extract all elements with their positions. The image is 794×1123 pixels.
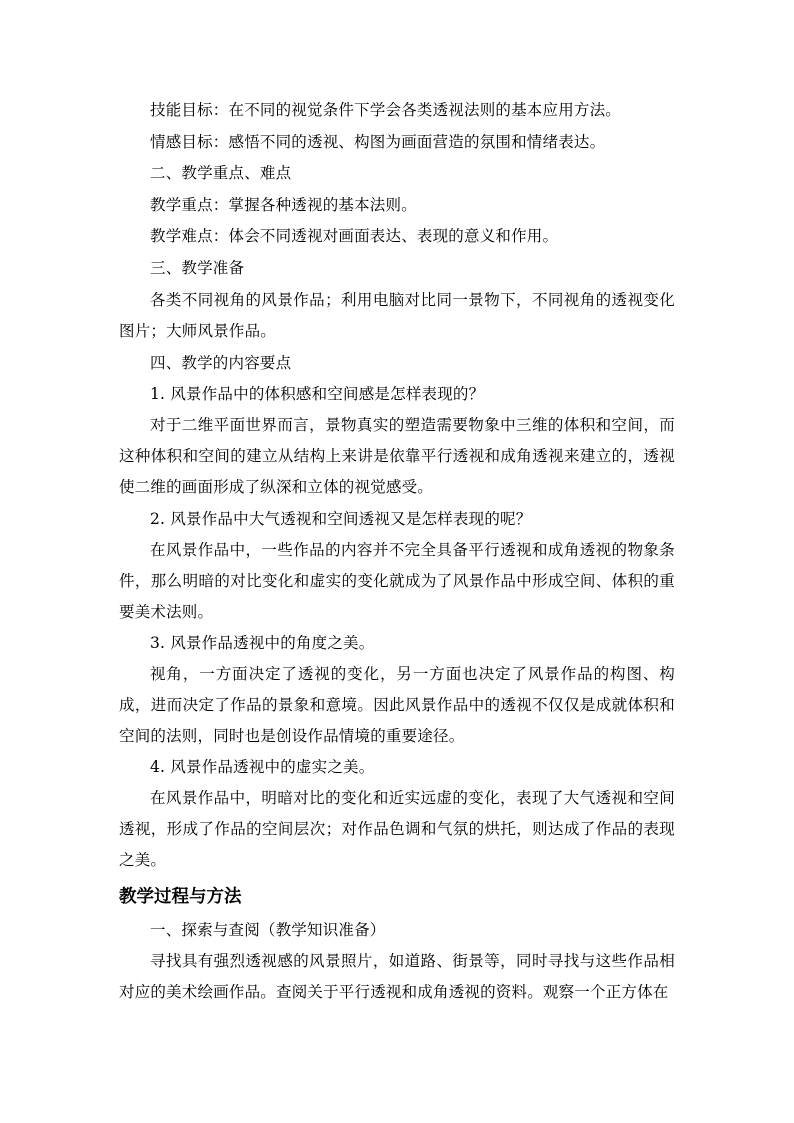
question-4: 4. 风景作品透视中的虚实之美。 [150, 758, 375, 776]
explore-heading: 一、探索与查阅（教学知识准备） [150, 921, 386, 939]
answer-2: 在风景作品中，一些作品的内容并不完全具备平行透视和成角透视的物象条件，那么明暗的对比变化和虚实的变化就成为了风景作品中形成空间、体积的重要美术法则。 [119, 541, 675, 621]
answer-4: 在风景作品中，明暗对比的变化和近实远虚的变化，表现了大气透视和空间透视，形成了作品的空间层次；对作品色调和气氛的烘托，则达成了作品的表现之美。 [119, 789, 675, 869]
section-heading: 教学过程与方法 [119, 887, 242, 907]
key-point: 教学重点：掌握各种透视的基本法则。 [150, 196, 417, 214]
answer-1: 对于二维平面世界而言，景物真实的塑造需要物象中三维的体积和空间，而这种体积和空间的建立从结构上来讲是依靠平行透视和成角透视来建立的，透视使二维的画面形成了纵深和立体的视觉感受。 [119, 416, 675, 496]
question-2: 2. 风景作品中大气透视和空间透视又是怎样表现的呢？ [150, 510, 532, 528]
heading-content-points: 四、教学的内容要点 [150, 354, 292, 372]
answer-3: 视角，一方面决定了透视的变化，另一方面也决定了风景作品的构图、构成，进而决定了作品的景象和意境。因此风景作品中的透视不仅仅是成就体积和空间的法则，同时也是创设作品情境的重要途径。 [119, 665, 675, 745]
preparation-text: 各类不同视角的风景作品；利用电脑对比同一景物下，不同视角的透视变化图片；大师风景作品。 [119, 291, 675, 340]
skill-objective: 技能目标：在不同的视觉条件下学会各类透视法则的基本应用方法。 [150, 101, 622, 119]
emotion-objective: 情感目标：感悟不同的透视、构图为画面营造的氛围和情绪表达。 [150, 133, 606, 151]
explore-text: 寻找具有强烈透视感的风景照片，如道路、街景等，同时寻找与这些作品相对应的美术绘画作品。查阅关于平行透视和成角透视的资料。观察一个正方体在 [119, 952, 675, 1001]
question-3: 3. 风景作品透视中的角度之美。 [150, 634, 375, 652]
heading-preparation: 三、教学准备 [150, 259, 245, 277]
heading-key-points: 二、教学重点、难点 [150, 164, 292, 182]
question-1: 1. 风景作品中的体积感和空间感是怎样表现的？ [150, 385, 485, 403]
difficult-point: 教学难点：体会不同透视对画面表达、表现的意义和作用。 [150, 227, 559, 245]
